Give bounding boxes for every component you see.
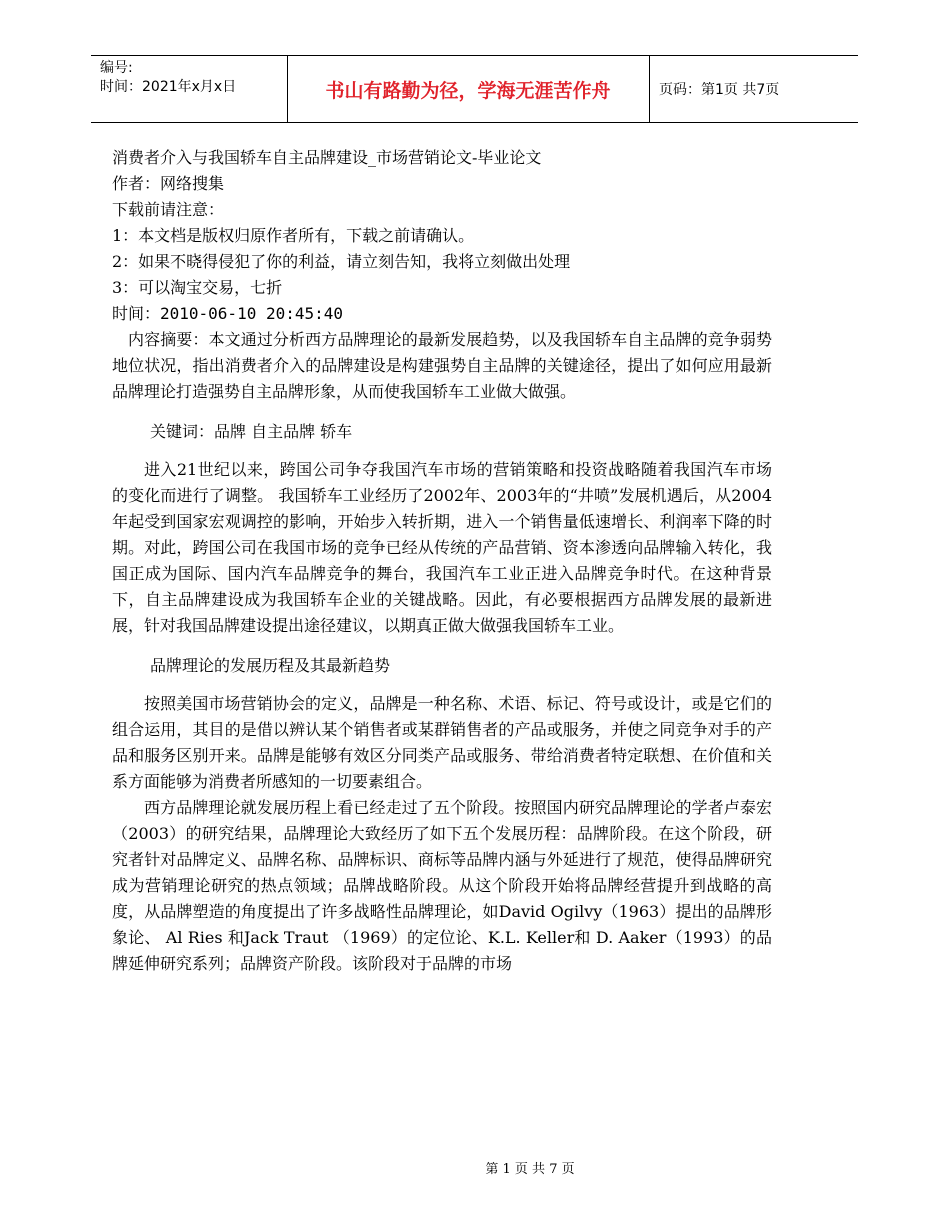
page-header <box>91 55 858 123</box>
notice-item: 3：可以淘宝交易，七折 <box>112 278 283 297</box>
doc-author: 作者：网络搜集 <box>112 174 225 193</box>
notice-item: 2：如果不晓得侵犯了你的利益，请立刻告知，我将立刻做出处理 <box>112 252 571 271</box>
section-heading: 品牌理论的发展历程及其最新趋势 <box>150 656 391 675</box>
header-page-info: 页码：第1页 共7页 <box>659 82 780 98</box>
document-body <box>112 145 772 977</box>
notice-item: 1：本文档是版权归原作者所有，下载之前请确认。 <box>112 226 475 245</box>
definition-paragraph: 按照美国市场营销协会的定义，品牌是一种名称、术语、标记、符号或设计，或是它们的组合运用，其目的是借以辨认某个销售者或某群销售者的产品或服务，并使之同竞争对手的产品和服务区别开来。品牌是能够有效区分同类产品或服务、带给消费者特定联想、在价值和关系方面能够为消费者所感知的一切要素组合。 <box>112 694 772 791</box>
page-footer: 第 1 页 共 7 页 <box>485 1162 575 1177</box>
keywords-line: 关键词：品牌 自主品牌 轿车 <box>150 422 353 441</box>
doc-title: 消费者介入与我国轿车自主品牌建设_市场营销论文-毕业论文 <box>112 148 542 167</box>
header-meta <box>100 59 236 97</box>
header-divider <box>649 56 650 122</box>
intro-paragraph: 进入21世纪以来，跨国公司争夺我国汽车市场的营销策略和投资战略随着我国汽车市场的变化而进行了调整。 我国轿车工业经历了2002年、2003年的“井喷”发展机遇后，从2004年起受到国家宏观调控的影响，开始步入转折期，进入一个销售量低速增长、利润率下降的时期。对此，跨国公司在我国市场的竞争已经从传统的产品营销、资本渗透向品牌输入转化，我国正成为国际、国内汽车品牌竞争的舞台，我国汽车工业正进入品牌竞争时代。在这种背景下，自主品牌建设成为我国轿车企业的关键战略。因此，有必要根据西方品牌发展的最新进展，针对我国品牌建设提出途径建议，以期真正做大做强我国轿车工业。 <box>112 460 772 635</box>
header-number-label: 编号: <box>100 60 133 76</box>
abstract-paragraph: 内容摘要：本文通过分析西方品牌理论的最新发展趋势，以及我国轿车自主品牌的竞争弱势地位状况，指出消费者介入的品牌建设是构建强势自主品牌的关键途径，提出了如何应用最新品牌理论打造强势自主品牌形象，从而使我国轿车工业做大做强。 <box>112 330 772 401</box>
notice-title: 下载前请注意： <box>112 200 225 219</box>
header-motto: 书山有路勤为径，学海无涯苦作舟 <box>325 79 611 102</box>
header-time-label: 时间：2021年x月x日 <box>100 79 237 95</box>
history-paragraph: 西方品牌理论就发展历程上看已经走过了五个阶段。按照国内研究品牌理论的学者卢泰宏（2003）的研究结果，品牌理论大致经历了如下五个发展历程：品牌阶段。在这个阶段，研究者针对品牌定义、品牌名称、品牌标识、商标等品牌内涵与外延进行了规范，使得品牌研究成为营销理论研究的热点领域；品牌战略阶段。从这个阶段开始将品牌经营提升到战略的高度，从品牌塑造的角度提出了许多战略性品牌理论，如David Ogilvy（1963）提出的品牌形象论、 Al Ries 和Jack Traut （1969）的定位论、K.L. Keller和 D. Aaker（1993）的品牌延伸研究系列；品牌资产阶段。该阶段对于品牌的市场 <box>112 798 772 973</box>
doc-timestamp: 时间：2010-06-10 20:45:40 <box>112 304 344 323</box>
